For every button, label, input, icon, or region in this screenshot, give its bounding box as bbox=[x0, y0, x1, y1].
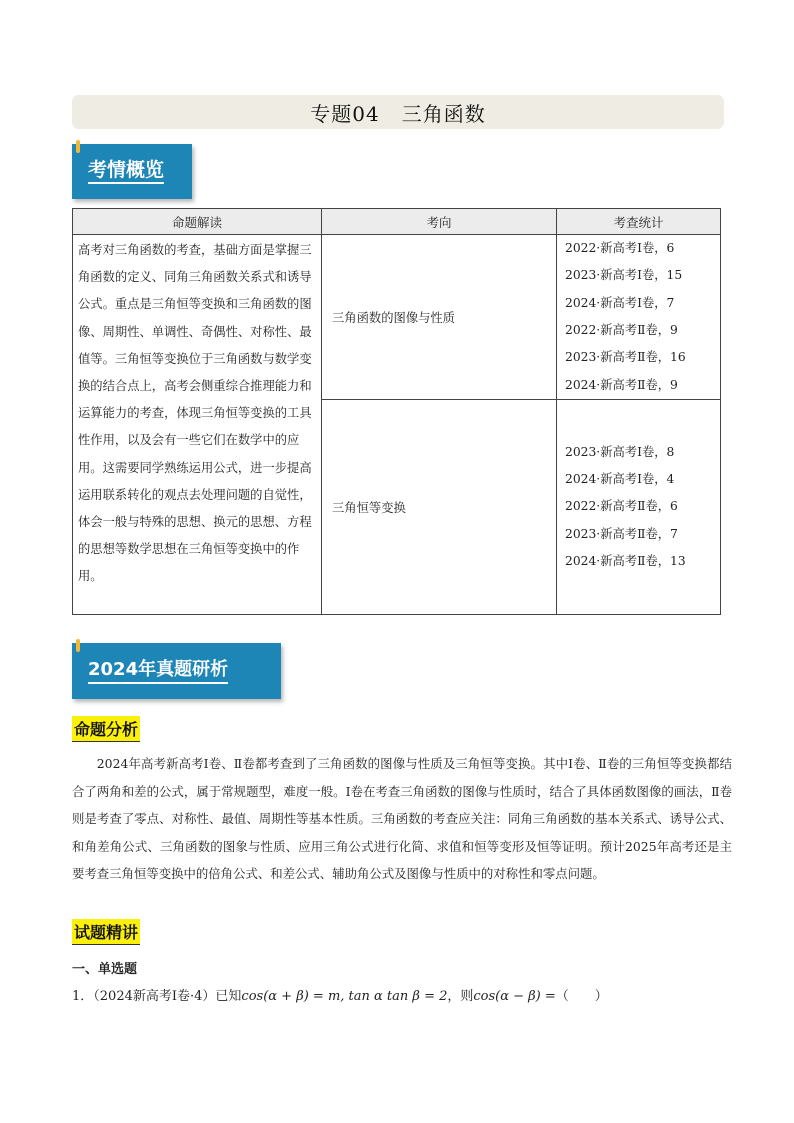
stat-item: 2023·新高考Ⅰ卷，15 bbox=[565, 268, 683, 283]
stat-item: 2023·新高考Ⅱ卷，16 bbox=[565, 350, 686, 365]
question-source: （2024新高考Ⅰ卷·4） bbox=[93, 989, 216, 1004]
exam-analysis-badge bbox=[72, 643, 281, 699]
topic-title: 三角函数 bbox=[401, 101, 486, 126]
question-text: ，则 bbox=[447, 989, 474, 1004]
statistics-cell bbox=[557, 400, 721, 615]
exam-analysis-badge-label: 2024年真题研析 bbox=[88, 659, 228, 684]
stat-item: 2024·新高考Ⅰ卷，4 bbox=[565, 472, 675, 487]
header-direction: 考向 bbox=[322, 209, 557, 235]
table-row bbox=[73, 235, 721, 400]
stat-item: 2024·新高考Ⅱ卷，13 bbox=[565, 553, 686, 568]
stat-item: 2022·新高考Ⅰ卷，6 bbox=[565, 241, 675, 256]
overview-table bbox=[72, 208, 721, 615]
stat-item: 2024·新高考Ⅱ卷，9 bbox=[565, 377, 678, 392]
stat-item: 2023·新高考Ⅱ卷，7 bbox=[565, 526, 678, 541]
statistics-cell bbox=[557, 235, 721, 400]
question-formula: cos(α + β) = m, tan α tan β = 2 bbox=[241, 989, 448, 1004]
question-formula: cos(α − β) = bbox=[473, 989, 556, 1004]
stat-item: 2024·新高考Ⅰ卷，7 bbox=[565, 295, 675, 310]
badge-tab-icon bbox=[76, 140, 80, 153]
direction-cell: 三角恒等变换 bbox=[322, 400, 557, 615]
badge-tab-icon bbox=[76, 639, 80, 652]
direction-cell: 三角函数的图像与性质 bbox=[322, 235, 557, 400]
header-interpretation: 命题解读 bbox=[73, 209, 322, 235]
question-text: 已知 bbox=[215, 989, 242, 1004]
interpretation-cell: 高考对三角函数的考查，基础方面是掌握三角函数的定义、同角三角函数关系式和诱导公式。重点是三角恒等变换和三角函数的图像、周期性、单调性、奇偶性、对称性、最值等。三角恒等变换位于三角函数与数学变换的结合点上，高考会侧重综合推理能力和运算能力的考查，体现三角恒等变换的工具性作用，以及会有一些它们在数学中的应用。这需要同学熟练运用公式，进一步提高运用联系转化的观点去处理问题的自觉性，体会一般与特殊的思想、换元的思想、方程的思想等数学思想在三角恒等变换中的作用。 bbox=[73, 235, 322, 615]
section-title: 一、单选题 bbox=[72, 962, 138, 977]
overview-badge bbox=[72, 144, 192, 199]
analysis-paragraph: 2024年高考新高考Ⅰ卷、Ⅱ卷都考查到了三角函数的图像与性质及三角恒等变换。其中Ⅰ卷、Ⅱ卷的三角恒等变换都结合了两角和差的公式，属于常规题型，难度一般。Ⅰ卷在考查三角函数的图像与性质时，结合了具体函数图像的画法，Ⅱ卷则是考查了零点、对称性、最值、周期性等基本性质。三角函数的考查应关注：同角三角函数的基本关系式、诱导公式、和角差角公式、三角函数的图象与性质、应用三角公式进行化简、求值和恒等变形及恒等证明。预计2025年高考还是主要考查三角恒等变换中的倍角公式、和差公式、辅助角公式及图像与性质中的对称性和零点问题。 bbox=[72, 756, 732, 881]
question-1 bbox=[72, 985, 608, 1004]
stat-item: 2023·新高考Ⅰ卷，8 bbox=[565, 444, 675, 459]
stat-item: 2022·新高考Ⅱ卷，9 bbox=[565, 323, 678, 337]
table-header-row bbox=[73, 209, 721, 235]
analysis-heading: 命题分析 bbox=[72, 716, 140, 742]
topic-number: 专题04 bbox=[310, 101, 380, 126]
header-statistics: 考查统计 bbox=[557, 209, 721, 235]
overview-badge-label: 考情概览 bbox=[88, 159, 164, 184]
question-number: 1． bbox=[72, 989, 94, 1004]
document-title bbox=[72, 95, 724, 129]
lecture-heading: 试题精讲 bbox=[72, 919, 140, 945]
stat-item: 2022·新高考Ⅱ卷，6 bbox=[565, 499, 678, 514]
answer-blank: （ ） bbox=[555, 989, 608, 1004]
